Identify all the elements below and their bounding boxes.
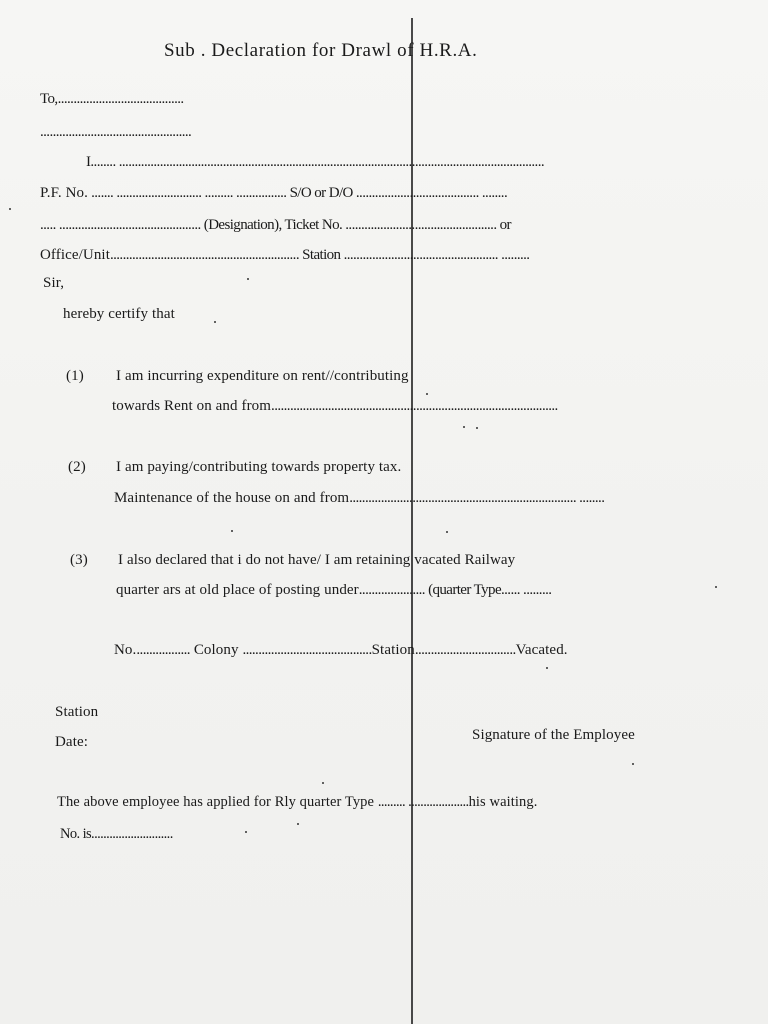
item-2-dots: ........................................................................ ........ [349, 490, 605, 506]
scan-speck [463, 426, 465, 428]
employee-name-line: I........ ....................................................................................................................................... [86, 154, 544, 170]
item-3-no-dots: ................. [136, 642, 190, 658]
pf-dots: ....... ........................... ......... ................ S/O or D/O ....................................... ........ [87, 185, 508, 201]
scan-speck [715, 586, 717, 588]
item-1-number: (1) [66, 368, 84, 384]
applied-dots: ......... .................... [377, 794, 469, 810]
waiting-number-line: No. is........................... [60, 826, 173, 842]
date-label: Date: [55, 734, 88, 750]
item-3-station-dots: ................................ [414, 642, 516, 658]
form-title: Sub . Declaration for Drawl of H.R.A. [164, 40, 478, 61]
item-3-station-label: Station [371, 642, 415, 658]
item-3-colony-label: Colony [193, 642, 239, 658]
scan-speck [476, 427, 478, 429]
certify-text: hereby certify that [63, 306, 175, 322]
scan-speck [231, 530, 233, 532]
item-2-number: (2) [68, 459, 86, 475]
item-3-line-2 [116, 582, 551, 599]
item-1-rent-from-label: towards Rent on and from [112, 398, 272, 414]
scan-speck [322, 782, 324, 784]
scan-speck [9, 208, 11, 210]
item-3-quarter-label: quarter ars at old place of posting under [116, 582, 359, 598]
pf-number-row [40, 185, 507, 202]
scan-speck [245, 831, 247, 833]
item-3-vacated-label: Vacated. [515, 642, 568, 658]
item-3-number: (3) [70, 552, 88, 568]
signature-label: Signature of the Employee [472, 727, 635, 743]
scan-speck [546, 667, 548, 669]
office-label: Office/Unit [40, 247, 110, 263]
item-3-line-1: I also declared that i do not have/ I am retaining vacated Railway [118, 552, 516, 568]
item-3-line-3 [114, 642, 568, 659]
item-1-line-1: I am incurring expenditure on rent//contributing [116, 368, 409, 384]
pf-label: P.F. No. [40, 185, 88, 201]
item-3-colony-dots: ......................................... [242, 642, 372, 658]
item-2-line-2 [114, 490, 604, 507]
item-1-line-2 [112, 398, 558, 415]
designation-row: ..... ............................................. (Designation), Ticket No. ................................................ or [40, 217, 511, 233]
item-3-no-label: No. [114, 642, 137, 658]
to-address-line-2: ................................................ [40, 124, 192, 140]
salutation: Sir, [43, 275, 65, 291]
scan-speck [446, 531, 448, 533]
station-label: Station [55, 704, 99, 720]
office-dots: ............................................................ Station ................................................. ......... [109, 247, 530, 263]
item-2-maintenance-label: Maintenance of the house on and from [114, 490, 350, 506]
scan-speck [214, 321, 216, 323]
scan-speck [426, 393, 428, 395]
item-3-quarter-dots: ..................... (quarter Type...... ......... [358, 582, 552, 598]
item-1-dots: ........................................................................................... [271, 398, 558, 414]
scan-speck [247, 278, 249, 280]
item-2-line-1: I am paying/contributing towards property tax. [116, 459, 402, 475]
waiting-text: his waiting. [468, 794, 538, 810]
applied-text: The above employee has applied for Rly quarter Type [57, 794, 375, 810]
office-unit-row [40, 247, 529, 264]
scan-speck [632, 763, 634, 765]
to-address-line-1: To,........................................ [40, 91, 184, 107]
scan-speck [297, 823, 299, 825]
applied-row [57, 794, 537, 811]
